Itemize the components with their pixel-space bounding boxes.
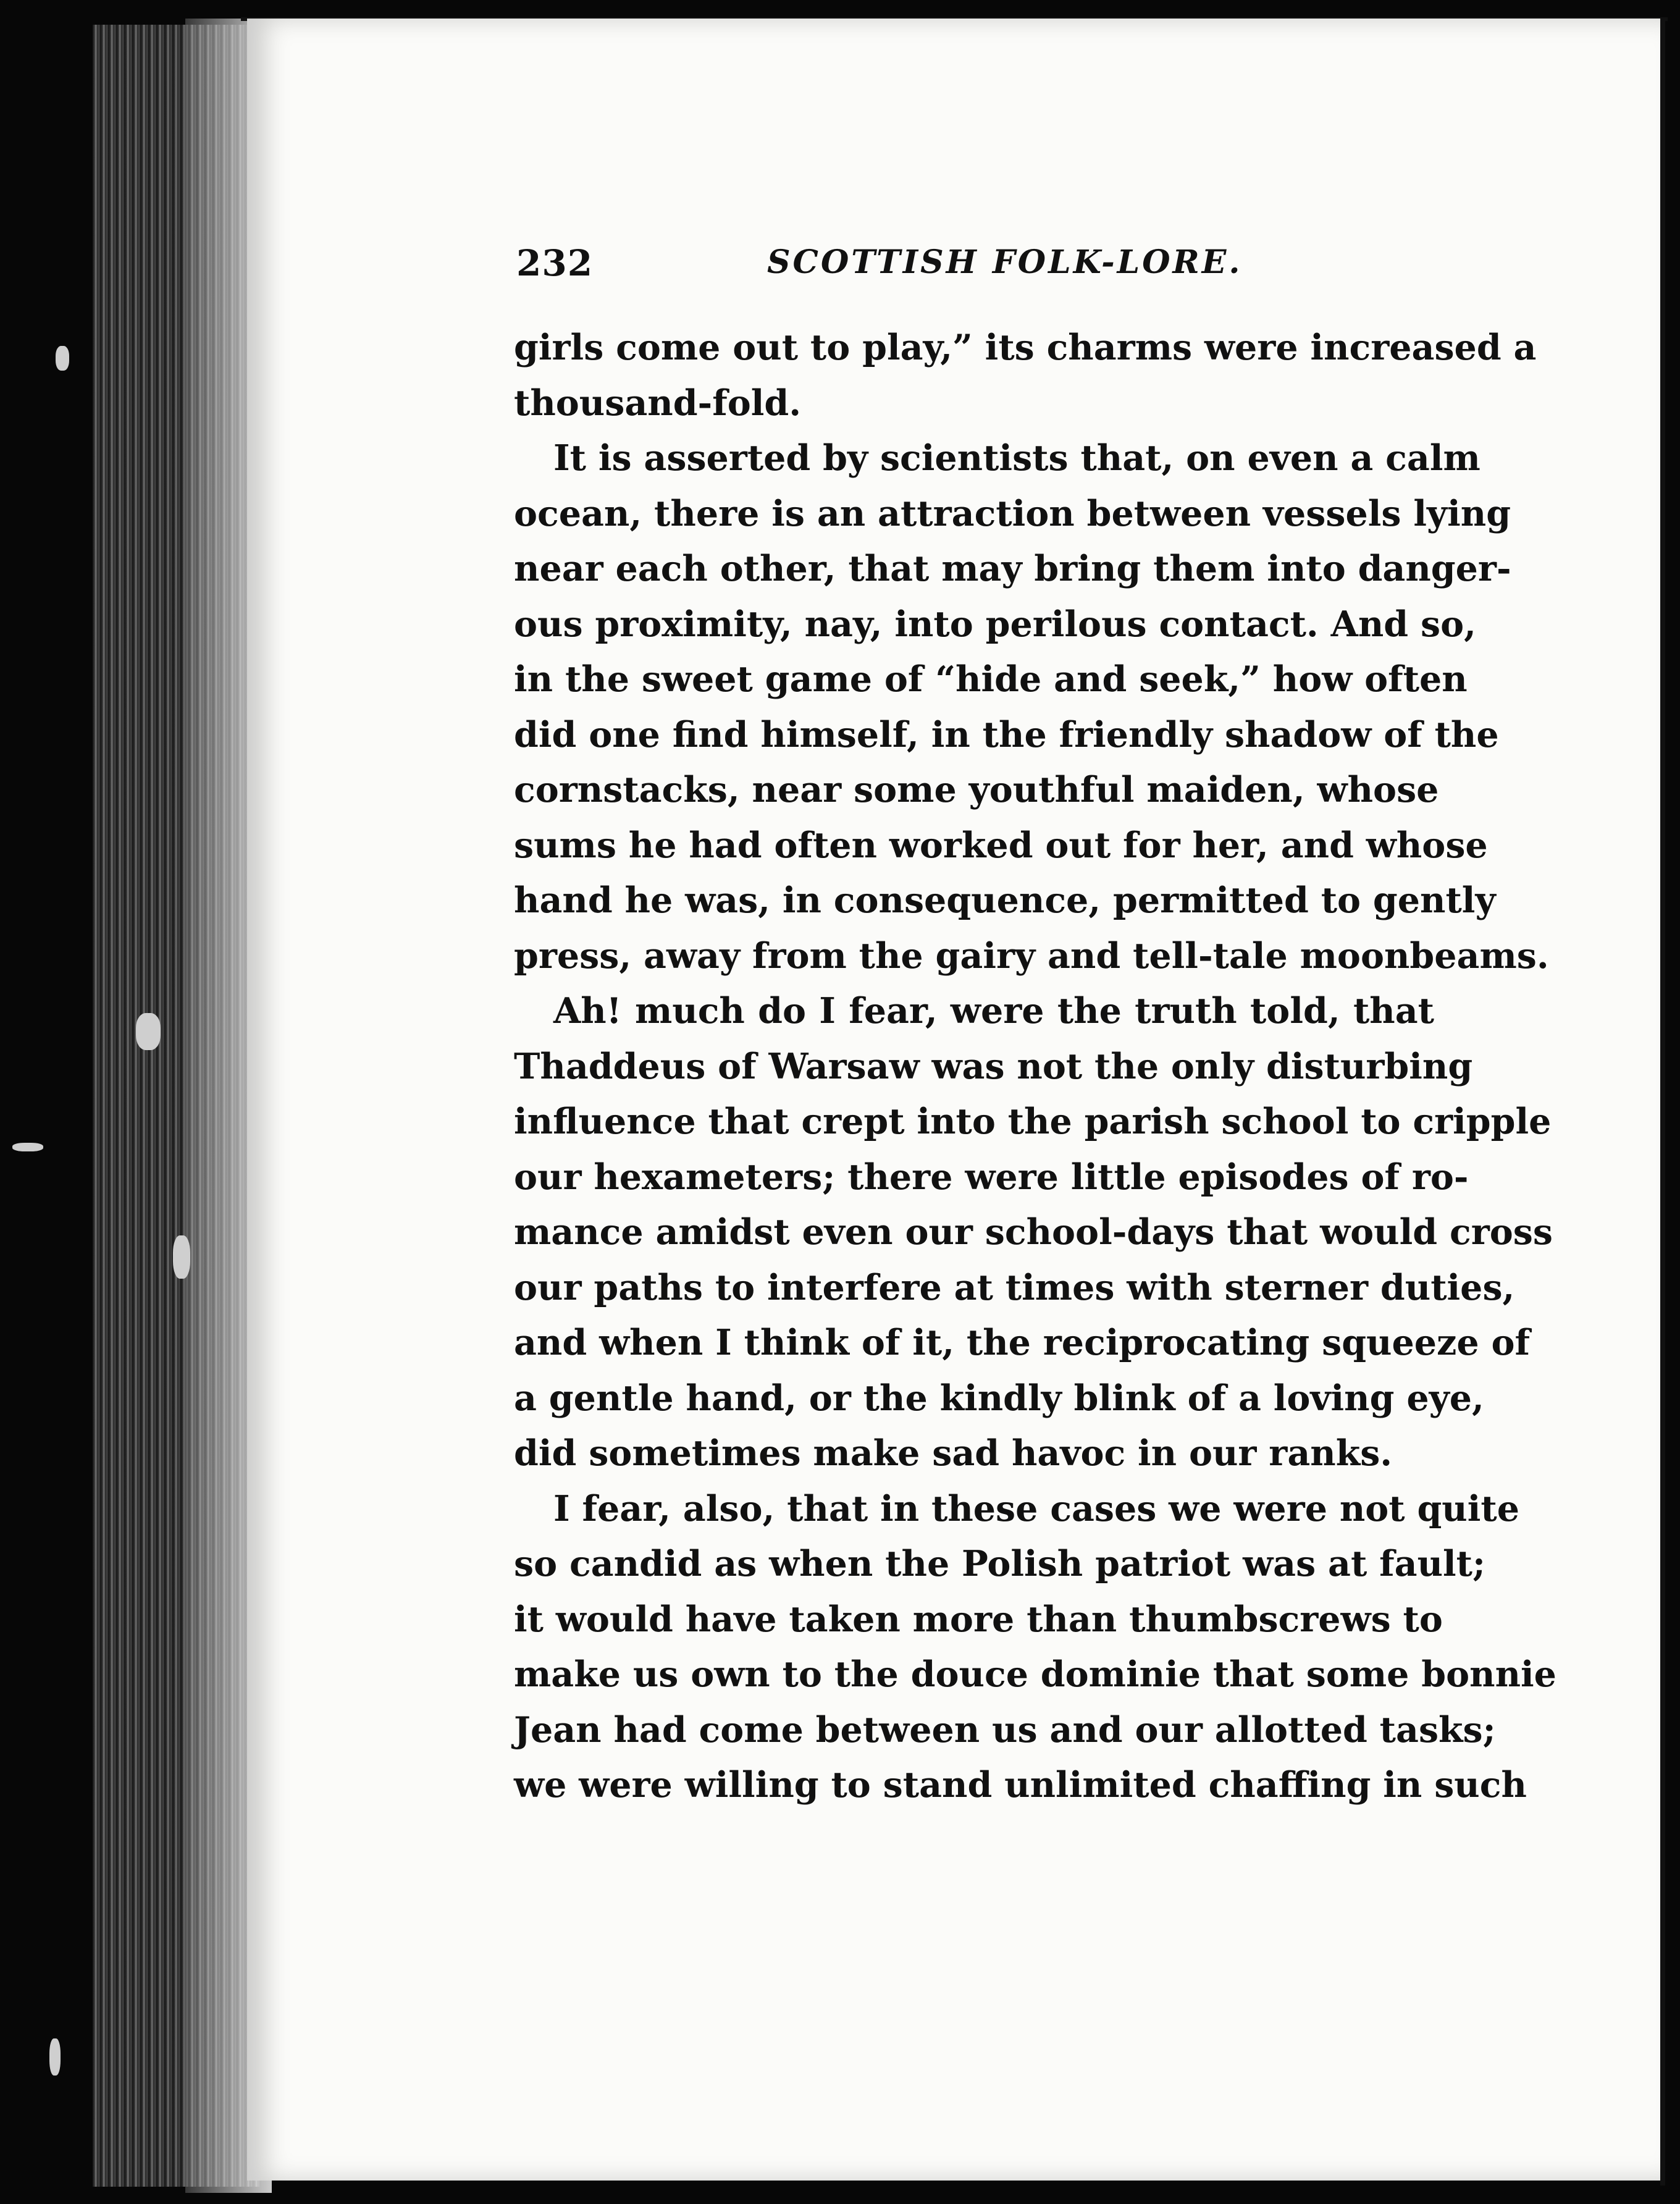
scan-speck bbox=[136, 1013, 161, 1050]
text-line: girls come out to play,” its charms were increased a bbox=[514, 327, 1537, 368]
page-right-border bbox=[1660, 17, 1665, 2185]
scan-speck bbox=[49, 2038, 61, 2076]
text-line: so candid as when the Polish patriot was at fault; bbox=[514, 1543, 1486, 1584]
text-line: Jean had come between us and our allotted tasks; bbox=[514, 1709, 1496, 1751]
page-number: 232 bbox=[516, 242, 594, 284]
text-line: make us own to the douce dominie that some bonnie bbox=[514, 1654, 1556, 1695]
running-head: SCOTTISH FOLK-LORE. bbox=[767, 243, 1243, 281]
text-line: and when I think of it, the reciprocating squeeze of bbox=[514, 1322, 1531, 1363]
scan-speck bbox=[173, 1235, 190, 1279]
text-line: sums he had often worked out for her, and whose bbox=[514, 824, 1488, 866]
text-line: our hexameters; there were little episodes of ro- bbox=[514, 1156, 1469, 1198]
text-line: It is asserted by scientists that, on even a calm bbox=[553, 437, 1480, 479]
text-line: did one find himself, in the friendly shadow of the bbox=[514, 713, 1499, 755]
text-line: influence that crept into the parish school to cripple bbox=[514, 1101, 1552, 1142]
scan-speck bbox=[56, 346, 69, 371]
text-line: did sometimes make sad havoc in our ranks. bbox=[514, 1432, 1393, 1474]
text-line: I fear, also, that in these cases we were not quite bbox=[553, 1487, 1519, 1529]
page-header bbox=[516, 242, 1430, 292]
body-text bbox=[514, 320, 1556, 1813]
text-line: near each other, that may bring them into danger- bbox=[514, 548, 1511, 589]
text-line: ous proximity, nay, into perilous contact. And so, bbox=[514, 603, 1476, 645]
text-line: Ah! much do I fear, were the truth told, that bbox=[553, 990, 1434, 1032]
text-line: it would have taken more than thumbscrews to bbox=[514, 1598, 1443, 1640]
text-line: in the sweet game of “hide and seek,” how often bbox=[514, 658, 1468, 700]
text-line: mance amidst even our school-days that would cross bbox=[514, 1211, 1553, 1253]
text-line: cornstacks, near some youthful maiden, whose bbox=[514, 769, 1439, 810]
text-line: our paths to interfere at times with sterner duties, bbox=[514, 1266, 1515, 1308]
text-line: thousand-fold. bbox=[514, 382, 802, 424]
text-line: a gentle hand, or the kindly blink of a loving eye, bbox=[514, 1377, 1484, 1419]
text-line: ocean, there is an attraction between vessels lying bbox=[514, 492, 1511, 534]
scan-speck bbox=[12, 1143, 43, 1151]
text-line: we were willing to stand unlimited chaffing in such bbox=[514, 1764, 1527, 1806]
text-line: Thaddeus of Warsaw was not the only disturbing bbox=[514, 1045, 1473, 1087]
text-line: press, away from the gairy and tell-tale moonbeams. bbox=[514, 935, 1549, 977]
text-line: hand he was, in consequence, permitted to gently bbox=[514, 880, 1496, 921]
